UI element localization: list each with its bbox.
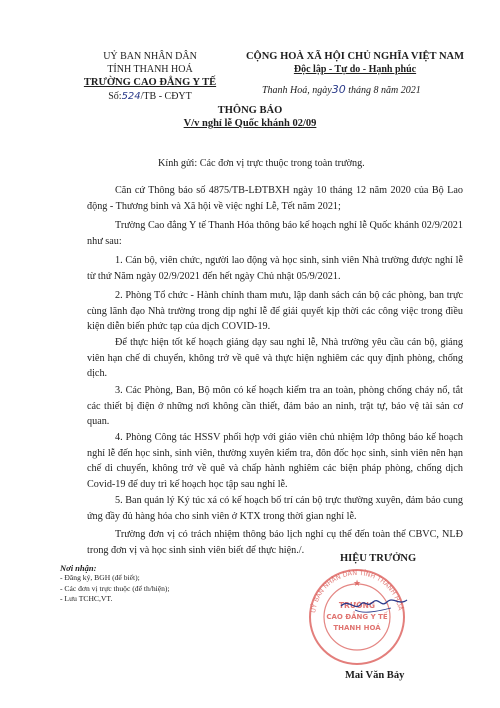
date-prefix: Thanh Hoá, ngày xyxy=(262,85,332,96)
national-motto: Độc lập - Tự do - Hạnh phúc xyxy=(293,64,417,75)
issuing-authority: UỶ BAN NHÂN DÂN xyxy=(103,51,197,62)
recipients-block xyxy=(60,563,240,605)
recipients-heading: Nơi nhận: xyxy=(60,563,97,573)
recipient-item: - Các đơn vị trực thuộc (để th/hiện); xyxy=(60,583,170,593)
date-day-handwritten: 30 xyxy=(331,83,346,96)
paragraph-item-3: 3. Các Phòng, Ban, Bộ môn có kế hoạch kiểm tra an toàn, phòng chống cháy nổ, tắt các thiết bị điện ở những nơi không cần thiết, đảm bảo an ninh, trật tự, bảo vệ tài sản cơ quan. xyxy=(87,385,463,427)
paragraph-intro: Trường Cao đẳng Y tế Thanh Hóa thông báo kế hoạch nghỉ lễ Quốc khánh 02/9/2021 như sau: xyxy=(87,220,463,247)
date-suffix: tháng 8 năm 2021 xyxy=(348,85,421,96)
doc-number-suffix: /TB - CĐYT xyxy=(140,91,192,102)
greeting: Kính gửi: Các đơn vị trực thuộc trong toàn trường. xyxy=(158,158,365,169)
doc-number-prefix: Số: xyxy=(108,91,122,102)
school-name: TRƯỜNG CAO ĐẲNG Y TẾ xyxy=(83,77,217,88)
paragraph-closing: Trường đơn vị có trách nhiệm thông báo lịch nghỉ cụ thể đến toàn thể CBVC, NLĐ trong đơn vị và học sinh sinh viên biết để thực hiện./. xyxy=(87,529,463,556)
issue-date xyxy=(262,83,421,96)
recipient-item: - Lưu TCHC,VT. xyxy=(60,594,113,603)
document-title: THÔNG BÁO xyxy=(217,105,283,116)
issuing-province: TỈNH THANH HOÁ xyxy=(107,64,193,75)
paragraph-item-1: 1. Cán bộ, viên chức, người lao động và học sinh, sinh viên Nhà trường được nghỉ lễ từ thứ Năm ngày 02/9/2021 đến hết ngày Chủ nhật 05/9/2021. xyxy=(87,255,463,282)
left-header xyxy=(60,50,240,103)
seal-line: CAO ĐẲNG Y TẾ xyxy=(326,613,388,621)
document-subject xyxy=(120,118,380,129)
paragraph-item-2: 2. Phòng Tổ chức - Hành chính tham mưu, lập danh sách cán bộ các phòng, ban trực cùng lãnh đạo Nhà trường trong dịp nghỉ lễ để giải quyết kịp thời các công việc trong điều kiện diễn biến phức tạp của dịch COVID-19. xyxy=(87,290,463,332)
recipient-item: - Đăng ký, BGH (để biết); xyxy=(60,573,140,582)
signer-position: HIỆU TRƯỞNG xyxy=(340,553,417,564)
seal-line: TRƯỜNG xyxy=(338,601,376,610)
seal-line: THANH HOÁ xyxy=(333,624,381,632)
paragraph-item-2-note: Để thực hiện tốt kế hoạch giảng dạy sau nghỉ lễ, Nhà trường yêu cầu cán bộ, giảng viên hạn chế di chuyển, không trở về quê và thực hiện nghiêm các quy định phòng, chống dịch. xyxy=(87,337,463,379)
signer-name: Mai Văn Bảy xyxy=(345,670,405,681)
seal-ring-text: UỶ BAN NHÂN DÂN TỈNH THANH HOÁ xyxy=(309,568,405,614)
paragraph-legal-basis: Căn cứ Thông báo số 4875/TB-LĐTBXH ngày 10 tháng 12 năm 2020 của Bộ Lao động - Thương binh và Xã hội về việc nghỉ Lễ, Tết năm 2021; xyxy=(87,185,463,212)
national-title: CỘNG HOÀ XÃ HỘI CHỦ NGHĨA VIỆT NAM xyxy=(245,51,465,62)
subject-text: V/v nghỉ lễ Quốc khánh 02/09 xyxy=(183,118,317,129)
right-header xyxy=(220,50,490,76)
document-number xyxy=(60,90,240,103)
seal-star: ★ xyxy=(352,578,362,588)
doc-number-handwritten: 524 xyxy=(121,91,141,102)
paragraph-item-4: 4. Phòng Công tác HSSV phối hợp với giáo viên chủ nhiệm lớp thông báo kế hoạch nghỉ lễ đến học sinh, sinh viên, thường xuyên kiểm tra, đôn đốc học sinh, sinh viên nên hạn chế di chuyển, không trở về quê và chấp hành nghiêm các biện pháp phòng, chống dịch Covid-19 để duy trì kế hoạch học tập sau nghỉ lễ. xyxy=(87,432,463,490)
official-seal xyxy=(295,562,425,672)
paragraph-item-5: 5. Ban quản lý Ký túc xá có kế hoạch bố trí cán bộ trực thường xuyên, đảm bảo cung ứng đầy đủ hàng hóa cho sinh viên ở KTX trong thời gian nghỉ lễ. xyxy=(87,495,463,522)
